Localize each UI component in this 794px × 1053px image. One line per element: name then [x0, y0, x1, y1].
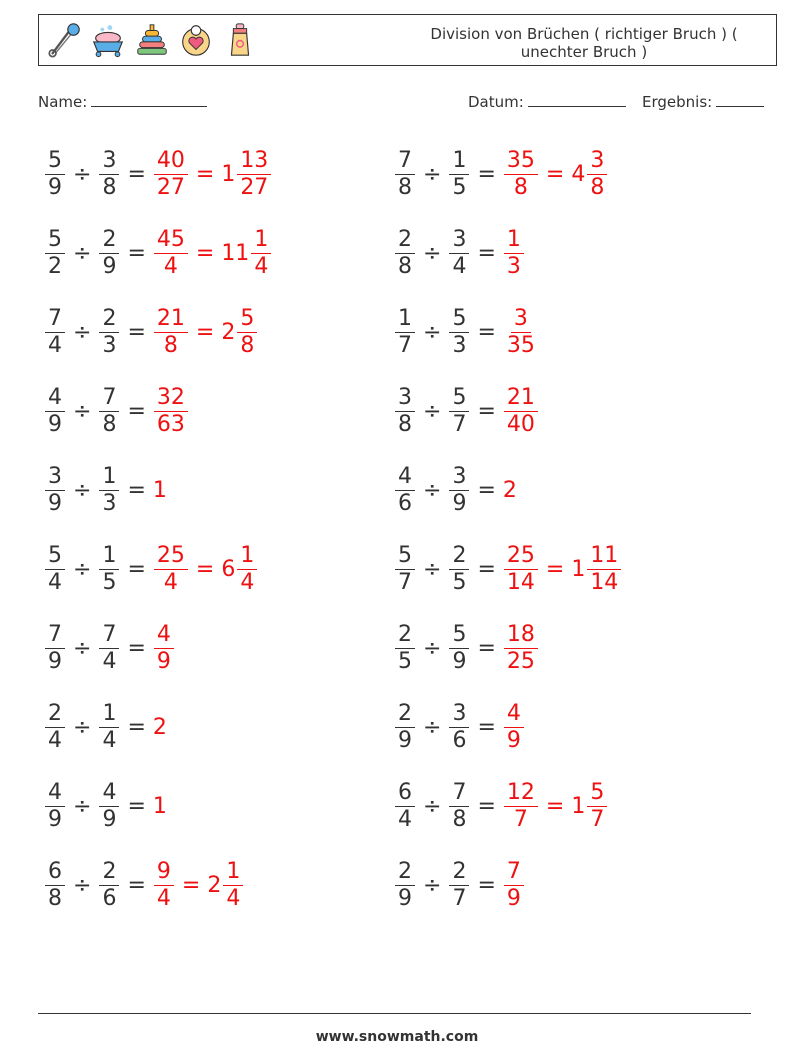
denominator: 8	[513, 174, 528, 200]
numerator: 5	[45, 148, 65, 175]
denominator: 4	[240, 569, 255, 595]
denominator: 4	[48, 332, 62, 358]
divide-sign: ÷	[73, 240, 92, 266]
numerator: 2	[395, 622, 415, 649]
numerator: 12	[504, 780, 538, 807]
numerator: 4	[45, 385, 65, 412]
answer-whole: 1	[152, 793, 167, 819]
denominator: 5	[452, 569, 467, 595]
divide-sign: ÷	[73, 793, 92, 819]
numerator: 2	[449, 859, 469, 886]
divide-sign: ÷	[73, 635, 92, 661]
answer-whole: 2	[152, 714, 167, 740]
problem-item	[44, 300, 258, 364]
numerator: 18	[504, 622, 538, 649]
numerator: 4	[504, 701, 524, 728]
equals-sign: =	[477, 477, 496, 503]
numerator: 3	[45, 464, 65, 491]
denominator: 5	[102, 569, 117, 595]
answer-fraction	[504, 701, 524, 754]
numerator: 1	[504, 227, 524, 254]
denominator: 5	[398, 648, 412, 674]
safety-pin-icon	[45, 21, 83, 59]
numerator: 5	[395, 543, 415, 570]
denominator: 6	[102, 885, 117, 911]
equals-sign: =	[477, 635, 496, 661]
divide-sign: ÷	[423, 793, 442, 819]
mixed-equals-sign: =	[545, 793, 565, 819]
numerator: 3	[99, 148, 119, 175]
answer-fraction	[154, 148, 188, 201]
divisor-fraction	[99, 464, 119, 517]
denominator: 8	[48, 885, 62, 911]
equals-sign: =	[127, 477, 146, 503]
divide-sign: ÷	[73, 398, 92, 424]
problem-item	[394, 221, 525, 285]
denominator: 4	[156, 885, 171, 911]
problem-item	[394, 300, 539, 364]
numerator: 25	[504, 543, 538, 570]
equals-sign: =	[477, 714, 496, 740]
denominator: 3	[452, 332, 467, 358]
denominator: 4	[398, 806, 412, 832]
denominator: 9	[102, 806, 117, 832]
denominator: 9	[506, 727, 521, 753]
denominator: 4	[163, 253, 178, 279]
worksheet-title: Division von Brüchen ( richtiger Bruch ) ( unechter Bruch )	[430, 25, 738, 61]
numerator: 4	[45, 780, 65, 807]
dividend-fraction	[395, 780, 415, 833]
baby-bib-icon	[177, 21, 215, 59]
mixed-fraction-part	[237, 148, 271, 201]
problem-item	[394, 537, 622, 601]
mixed-equals-sign: =	[195, 319, 215, 345]
result-label: Ergebnis:	[642, 93, 713, 111]
mixed-whole-part: 1	[571, 556, 586, 582]
date-blank-line[interactable]	[528, 92, 626, 107]
equals-sign: =	[477, 319, 496, 345]
denominator: 4	[102, 648, 117, 674]
denominator: 5	[452, 174, 467, 200]
dividend-fraction	[395, 622, 415, 675]
dividend-fraction	[45, 859, 65, 912]
divisor-fraction	[99, 701, 119, 754]
numerator: 1	[237, 543, 257, 570]
denominator: 4	[48, 569, 62, 595]
numerator: 7	[449, 780, 469, 807]
divide-sign: ÷	[423, 556, 442, 582]
mixed-whole-part: 1	[571, 793, 586, 819]
numerator: 6	[45, 859, 65, 886]
numerator: 5	[449, 622, 469, 649]
dividend-fraction	[395, 701, 415, 754]
footer-url: www.snowmath.com	[315, 1029, 479, 1045]
numerator: 6	[395, 780, 415, 807]
answer-fraction	[504, 385, 538, 438]
numerator: 2	[99, 306, 119, 333]
denominator: 7	[398, 332, 412, 358]
problem-item	[394, 142, 608, 206]
dividend-fraction	[395, 227, 415, 280]
divisor-fraction	[449, 543, 469, 596]
denominator: 7	[590, 806, 605, 832]
mixed-whole-part: 11	[221, 240, 250, 266]
denominator: 4	[163, 569, 178, 595]
numerator: 1	[395, 306, 415, 333]
problem-item	[394, 616, 539, 680]
mixed-fraction-part	[587, 780, 607, 833]
denominator: 9	[102, 253, 117, 279]
equals-sign: =	[477, 793, 496, 819]
denominator: 3	[102, 490, 117, 516]
mixed-equals-sign: =	[545, 556, 565, 582]
problem-item	[394, 458, 517, 522]
equals-sign: =	[127, 872, 146, 898]
denominator: 7	[452, 411, 467, 437]
denominator: 9	[156, 648, 171, 674]
denominator: 8	[452, 806, 467, 832]
numerator: 3	[395, 385, 415, 412]
numerator: 25	[154, 543, 188, 570]
date-label: Datum:	[468, 93, 524, 111]
denominator: 8	[102, 411, 117, 437]
answer-fraction	[154, 543, 188, 596]
problem-item	[44, 221, 272, 285]
mixed-fraction-part	[251, 227, 271, 280]
divisor-fraction	[449, 701, 469, 754]
numerator: 11	[587, 543, 621, 570]
numerator: 1	[99, 701, 119, 728]
equals-sign: =	[127, 398, 146, 424]
dividend-fraction	[45, 148, 65, 201]
dividend-fraction	[395, 859, 415, 912]
numerator: 5	[237, 306, 257, 333]
problem-item	[44, 379, 189, 443]
answer-fraction	[154, 385, 188, 438]
numerator: 13	[237, 148, 271, 175]
numerator: 7	[45, 306, 65, 333]
problem-item	[44, 142, 272, 206]
problem-item	[44, 616, 175, 680]
equals-sign: =	[477, 240, 496, 266]
mixed-fraction-part	[587, 543, 621, 596]
numerator: 2	[395, 701, 415, 728]
divisor-fraction	[99, 227, 119, 280]
answer-fraction	[504, 148, 538, 201]
denominator: 3	[506, 253, 521, 279]
numerator: 32	[154, 385, 188, 412]
divide-sign: ÷	[423, 398, 442, 424]
numerator: 3	[511, 306, 531, 333]
dividend-fraction	[45, 701, 65, 754]
problem-item	[44, 458, 167, 522]
denominator: 8	[398, 174, 412, 200]
divide-sign: ÷	[73, 477, 92, 503]
numerator: 2	[449, 543, 469, 570]
denominator: 9	[48, 490, 62, 516]
denominator: 8	[398, 253, 412, 279]
mixed-equals-sign: =	[545, 161, 565, 187]
numerator: 1	[99, 543, 119, 570]
divisor-fraction	[99, 543, 119, 596]
answer-fraction	[154, 227, 188, 280]
denominator: 8	[102, 174, 117, 200]
numerator: 5	[449, 385, 469, 412]
numerator: 9	[154, 859, 174, 886]
mixed-whole-part: 1	[221, 161, 236, 187]
baby-bath-icon	[89, 21, 127, 59]
divisor-fraction	[99, 780, 119, 833]
mixed-fraction-part	[237, 543, 257, 596]
answer-fraction	[504, 227, 524, 280]
mixed-equals-sign: =	[195, 161, 215, 187]
divide-sign: ÷	[73, 319, 92, 345]
divisor-fraction	[449, 148, 469, 201]
numerator: 7	[99, 622, 119, 649]
mixed-whole-part: 2	[207, 872, 222, 898]
numerator: 5	[587, 780, 607, 807]
problem-item	[394, 853, 525, 917]
denominator: 4	[254, 253, 269, 279]
answer-fraction	[154, 622, 174, 675]
denominator: 63	[156, 411, 185, 437]
denominator: 7	[398, 569, 412, 595]
denominator: 27	[156, 174, 185, 200]
dividend-fraction	[45, 622, 65, 675]
divisor-fraction	[99, 385, 119, 438]
name-field[interactable]	[38, 92, 207, 111]
answer-fraction	[504, 622, 538, 675]
divide-sign: ÷	[73, 714, 92, 740]
divisor-fraction	[449, 227, 469, 280]
header-icons	[45, 21, 259, 59]
answer-fraction	[504, 306, 538, 359]
divide-sign: ÷	[73, 872, 92, 898]
divisor-fraction	[449, 859, 469, 912]
dividend-fraction	[395, 148, 415, 201]
numerator: 1	[449, 148, 469, 175]
denominator: 3	[102, 332, 117, 358]
answer-fraction	[154, 306, 188, 359]
divide-sign: ÷	[73, 161, 92, 187]
denominator: 8	[163, 332, 178, 358]
numerator: 7	[504, 859, 524, 886]
numerator: 5	[45, 227, 65, 254]
divide-sign: ÷	[423, 240, 442, 266]
denominator: 4	[226, 885, 241, 911]
mixed-fraction-part	[587, 148, 607, 201]
numerator: 4	[154, 622, 174, 649]
denominator: 9	[398, 727, 412, 753]
equals-sign: =	[477, 556, 496, 582]
divide-sign: ÷	[423, 872, 442, 898]
equals-sign: =	[127, 556, 146, 582]
denominator: 6	[452, 727, 467, 753]
numerator: 45	[154, 227, 188, 254]
divisor-fraction	[449, 622, 469, 675]
problem-item	[44, 853, 244, 917]
numerator: 2	[99, 859, 119, 886]
answer-whole: 1	[152, 477, 167, 503]
denominator: 40	[506, 411, 535, 437]
divide-sign: ÷	[423, 635, 442, 661]
denominator: 35	[506, 332, 535, 358]
equals-sign: =	[127, 793, 146, 819]
numerator: 3	[449, 701, 469, 728]
divide-sign: ÷	[423, 714, 442, 740]
divisor-fraction	[449, 464, 469, 517]
numerator: 1	[251, 227, 271, 254]
denominator: 9	[48, 648, 62, 674]
numerator: 7	[395, 148, 415, 175]
denominator: 9	[48, 174, 62, 200]
answer-fraction	[504, 780, 538, 833]
numerator: 1	[99, 464, 119, 491]
answer-fraction	[504, 859, 524, 912]
numerator: 21	[154, 306, 188, 333]
dividend-fraction	[45, 543, 65, 596]
denominator: 6	[398, 490, 412, 516]
divisor-fraction	[449, 306, 469, 359]
numerator: 2	[99, 227, 119, 254]
mixed-equals-sign: =	[195, 240, 215, 266]
mixed-whole-part: 2	[221, 319, 236, 345]
divisor-fraction	[449, 780, 469, 833]
worksheet-header	[38, 14, 777, 66]
numerator: 5	[449, 306, 469, 333]
dividend-fraction	[395, 543, 415, 596]
date-field[interactable]	[468, 92, 626, 111]
divisor-fraction	[99, 622, 119, 675]
mixed-equals-sign: =	[181, 872, 201, 898]
equals-sign: =	[127, 161, 146, 187]
numerator: 5	[45, 543, 65, 570]
dividend-fraction	[395, 464, 415, 517]
denominator: 9	[48, 411, 62, 437]
numerator: 2	[395, 227, 415, 254]
denominator: 9	[506, 885, 521, 911]
divisor-fraction	[99, 859, 119, 912]
denominator: 7	[513, 806, 528, 832]
dividend-fraction	[45, 385, 65, 438]
dividend-fraction	[395, 385, 415, 438]
denominator: 8	[590, 174, 605, 200]
divide-sign: ÷	[73, 556, 92, 582]
mixed-fraction-part	[237, 306, 257, 359]
stacking-rings-toy-icon	[133, 21, 171, 59]
footer-divider	[38, 1013, 751, 1014]
divide-sign: ÷	[423, 477, 442, 503]
numerator: 4	[395, 464, 415, 491]
equals-sign: =	[127, 714, 146, 740]
divide-sign: ÷	[423, 319, 442, 345]
mixed-whole-part: 4	[571, 161, 586, 187]
problem-item	[44, 774, 167, 838]
dividend-fraction	[45, 227, 65, 280]
baby-bottle-icon	[221, 21, 259, 59]
answer-whole: 2	[502, 477, 517, 503]
denominator: 7	[452, 885, 467, 911]
equals-sign: =	[127, 319, 146, 345]
numerator: 2	[45, 701, 65, 728]
problem-item	[394, 695, 525, 759]
divisor-fraction	[449, 385, 469, 438]
name-label: Name:	[38, 93, 88, 111]
numerator: 2	[395, 859, 415, 886]
equals-sign: =	[127, 635, 146, 661]
numerator: 3	[449, 227, 469, 254]
denominator: 8	[240, 332, 255, 358]
mixed-fraction-part	[223, 859, 243, 912]
numerator: 7	[45, 622, 65, 649]
denominator: 9	[398, 885, 412, 911]
denominator: 9	[452, 490, 467, 516]
mixed-whole-part: 6	[221, 556, 236, 582]
problem-item	[394, 379, 539, 443]
problem-item	[394, 774, 608, 838]
denominator: 2	[48, 253, 62, 279]
numerator: 21	[504, 385, 538, 412]
answer-fraction	[504, 543, 538, 596]
problem-item	[44, 695, 167, 759]
divisor-fraction	[99, 148, 119, 201]
denominator: 9	[48, 806, 62, 832]
denominator: 14	[590, 569, 619, 595]
numerator: 35	[504, 148, 538, 175]
name-blank-line[interactable]	[91, 92, 207, 107]
numerator: 3	[449, 464, 469, 491]
divide-sign: ÷	[423, 161, 442, 187]
mixed-equals-sign: =	[195, 556, 215, 582]
result-field[interactable]	[642, 92, 764, 111]
equals-sign: =	[477, 872, 496, 898]
numerator: 7	[99, 385, 119, 412]
denominator: 9	[452, 648, 467, 674]
dividend-fraction	[45, 780, 65, 833]
equals-sign: =	[127, 240, 146, 266]
numerator: 4	[99, 780, 119, 807]
problem-item	[44, 537, 258, 601]
divisor-fraction	[99, 306, 119, 359]
numerator: 3	[587, 148, 607, 175]
numerator: 1	[223, 859, 243, 886]
denominator: 25	[506, 648, 535, 674]
denominator: 4	[48, 727, 62, 753]
equals-sign: =	[477, 398, 496, 424]
dividend-fraction	[45, 464, 65, 517]
denominator: 27	[240, 174, 269, 200]
denominator: 4	[102, 727, 117, 753]
numerator: 40	[154, 148, 188, 175]
denominator: 8	[398, 411, 412, 437]
denominator: 4	[452, 253, 467, 279]
denominator: 14	[506, 569, 535, 595]
equals-sign: =	[477, 161, 496, 187]
answer-fraction	[154, 859, 174, 912]
dividend-fraction	[45, 306, 65, 359]
dividend-fraction	[395, 306, 415, 359]
result-blank-line[interactable]	[716, 92, 764, 107]
